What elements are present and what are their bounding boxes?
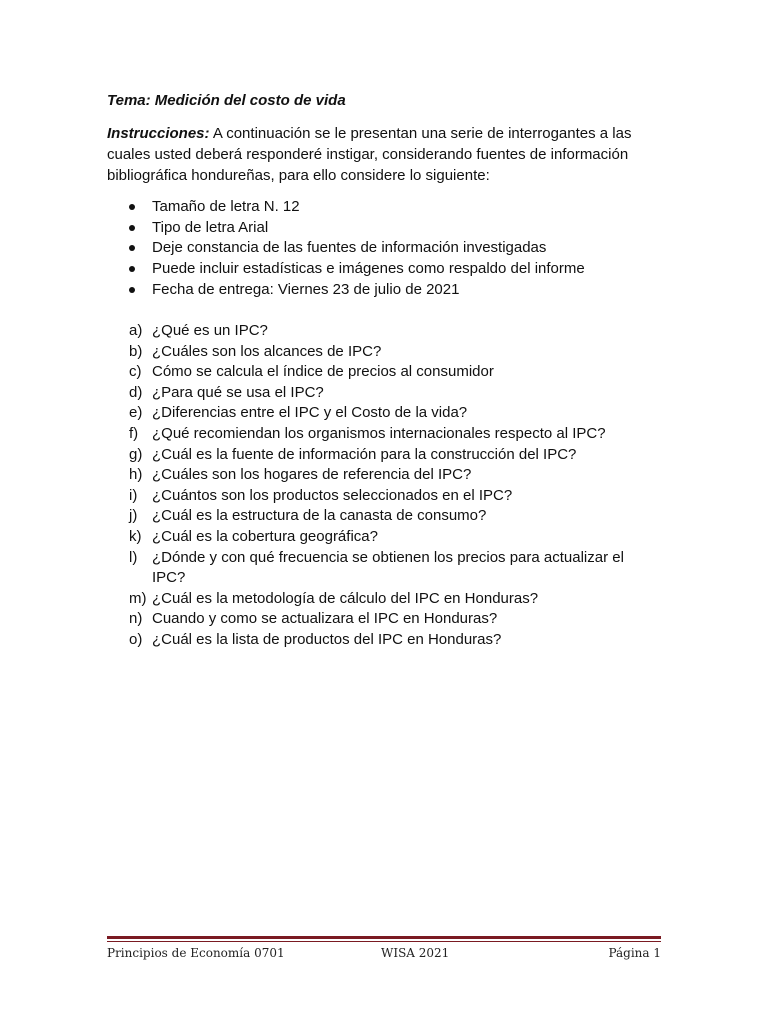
question-letter: e) xyxy=(129,404,143,422)
question-letter: l) xyxy=(129,548,138,566)
question-item xyxy=(107,506,652,527)
instructions-text: A continuación se le presentan una serie de interrogantes a las cuales usted deberá responderé instigar, considerando fuentes de información bibliográfica hondureñas, para ello considere lo siguiente: xyxy=(107,125,632,184)
footer-divider-thin xyxy=(107,941,661,942)
question-letter: i) xyxy=(129,486,138,504)
bullet-text: Tamaño de letra N. 12 xyxy=(152,198,300,215)
question-letter: g) xyxy=(129,445,143,463)
question-text: ¿Diferencias entre el IPC y el Costo de la vida? xyxy=(152,404,468,422)
bullet-text: Deje constancia de las fuentes de información investigadas xyxy=(152,239,547,257)
question-text: ¿Cuáles son los alcances de IPC? xyxy=(152,342,382,360)
bullet-icon xyxy=(129,266,135,272)
question-letter: o) xyxy=(129,630,143,648)
question-text: ¿Dónde y con qué frecuencia se obtienen los precios para actualizar el IPC? xyxy=(152,548,624,587)
question-letter: h) xyxy=(129,466,143,484)
question-text: ¿Cuál es la fuente de información para la construcción del IPC? xyxy=(152,445,577,463)
bullet-text: Tipo de letra Arial xyxy=(152,218,269,236)
bullet-icon xyxy=(129,287,135,293)
instructions-paragraph xyxy=(107,123,652,186)
question-item xyxy=(107,383,652,404)
footer-center: WISA 2021 xyxy=(381,946,450,960)
question-text: ¿Cuál es la estructura de la canasta de consumo? xyxy=(152,507,487,525)
question-text: ¿Qué recomiendan los organismos internacionales respecto al IPC? xyxy=(152,424,606,442)
questions-list xyxy=(107,321,652,651)
question-text: ¿Cuáles son los hogares de referencia del IPC? xyxy=(152,466,472,484)
footer-course: Principios de Economía 0701 xyxy=(107,946,285,960)
question-text: ¿Cuántos son los productos seleccionados en el IPC? xyxy=(152,486,513,504)
question-letter: a) xyxy=(129,322,143,339)
question-item xyxy=(107,321,652,342)
question-text: ¿Qué es un IPC? xyxy=(152,322,268,339)
question-letter: c) xyxy=(129,363,142,381)
requirements-list xyxy=(107,197,585,301)
question-letter: n) xyxy=(129,610,143,628)
question-item xyxy=(107,424,652,445)
question-text: Cómo se calcula el índice de precios al consumidor xyxy=(152,363,494,381)
instructions-label: Instrucciones: xyxy=(107,125,210,142)
question-text: Cuando y como se actualizara el IPC en Honduras? xyxy=(152,610,498,628)
question-item xyxy=(107,445,652,466)
bullet-text: Puede incluir estadísticas e imágenes como respaldo del informe xyxy=(152,260,585,278)
question-item xyxy=(107,403,652,424)
question-letter: f) xyxy=(129,424,139,442)
bullet-icon xyxy=(129,204,135,210)
bullet-text: Fecha de entrega: Viernes 23 de julio de 2021 xyxy=(152,280,460,298)
question-item xyxy=(107,465,652,486)
list-item xyxy=(107,238,585,259)
question-item xyxy=(107,362,652,383)
question-letter: j) xyxy=(129,507,138,525)
bullet-icon xyxy=(129,245,135,251)
footer-page-number: Página 1 xyxy=(608,946,661,960)
list-item xyxy=(107,218,585,239)
bullet-icon xyxy=(129,225,135,231)
list-item xyxy=(107,197,585,218)
question-item xyxy=(107,630,652,651)
page-footer xyxy=(107,944,661,962)
question-item xyxy=(107,609,652,630)
question-item xyxy=(107,486,652,507)
question-letter: d) xyxy=(129,383,143,401)
question-item xyxy=(107,342,652,363)
question-item xyxy=(107,548,652,589)
list-item xyxy=(107,280,585,301)
page-title: Tema: Medición del costo de vida xyxy=(107,92,346,109)
question-letter: m) xyxy=(129,589,147,607)
question-text: ¿Cuál es la lista de productos del IPC en Honduras? xyxy=(152,630,502,648)
question-letter: k) xyxy=(129,527,142,545)
list-item xyxy=(107,259,585,280)
question-text: ¿Cuál es la metodología de cálculo del IPC en Honduras? xyxy=(152,589,539,607)
question-item xyxy=(107,527,652,548)
question-letter: b) xyxy=(129,342,143,360)
question-text: ¿Para qué se usa el IPC? xyxy=(152,383,324,401)
footer-divider-thick xyxy=(107,936,661,939)
question-item xyxy=(107,589,652,610)
question-text: ¿Cuál es la cobertura geográfica? xyxy=(152,527,378,545)
